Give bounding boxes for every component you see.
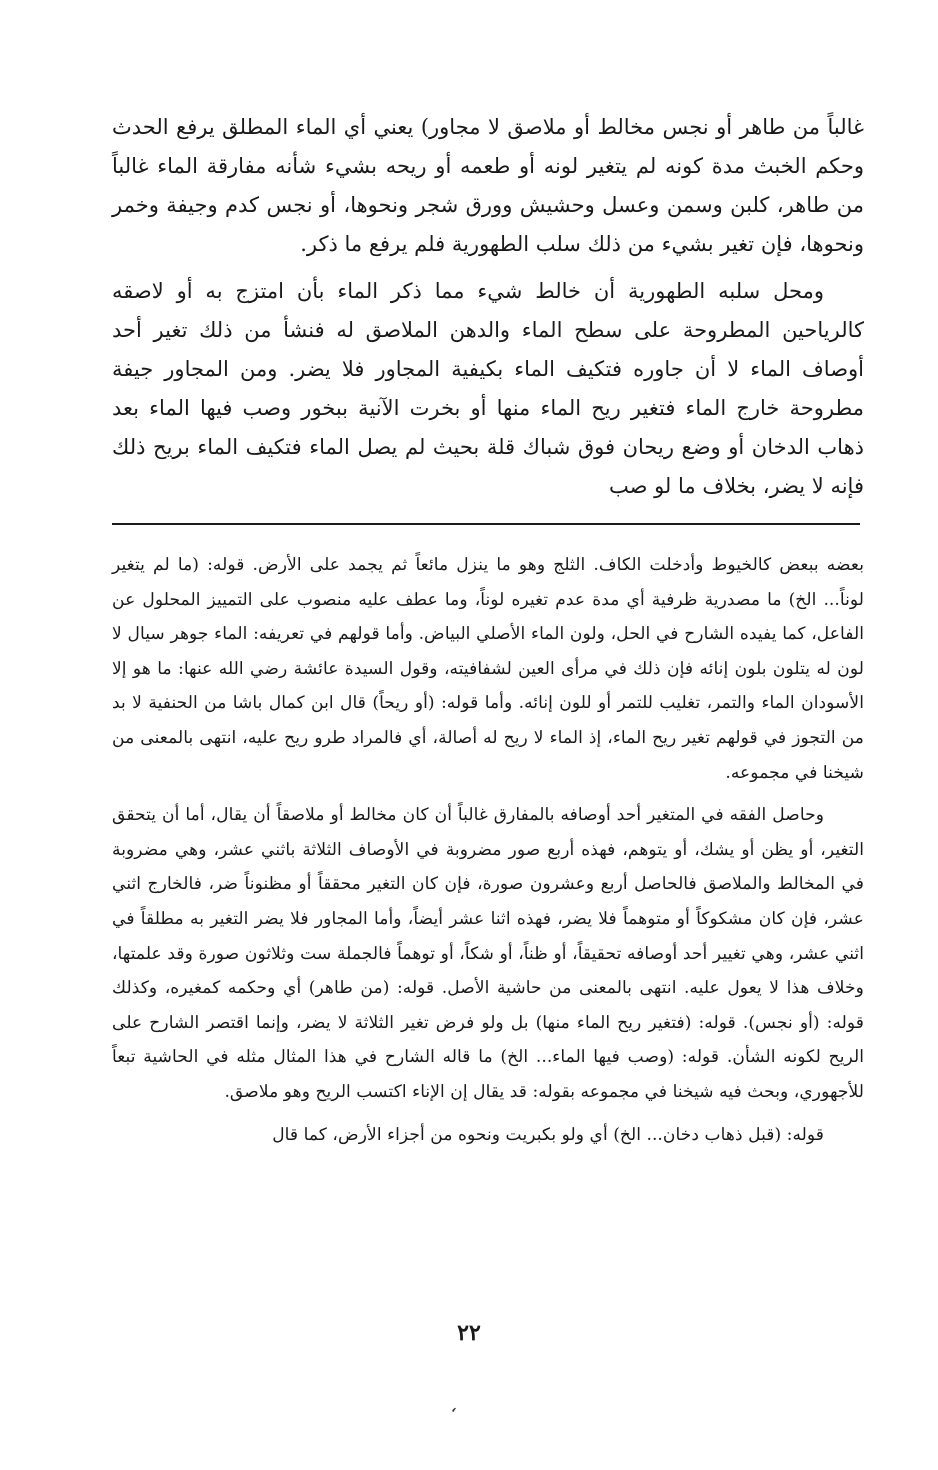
main-text-body — [112, 108, 864, 514]
main-paragraph-1: غالباً من طاهر أو نجس مخالط أو ملاصق لا مجاور) يعني أي الماء المطلق يرفع الحدث وحكم الخبث مدة كونه لم يتغير لونه أو طعمه أو ريحه بشيء شأنه مفارقة الماء غالباً من طاهر، كلبن وسمن وعسل وحشيش وورق شجر ونحوها، أو نجس كدم وجيفة وخمر ونحوها، فإن تغير بشيء من ذلك سلب الطهورية فلم يرفع ما ذكر. — [112, 115, 864, 256]
main-paragraph-2: ومحل سلبه الطهورية أن خالط شيء مما ذكر الماء بأن امتزج به أو لاصقه كالرياحين المطروحة على سطح الماء والدهن الملاصق له فنشأ من ذلك تغير أحد أوصاف الماء لا أن جاوره فتكيف الماء بكيفية المجاور فلا يضر. ومن المجاور جيفة مطروحة خارج الماء فتغير ريح الماء منها أو بخرت الآنية ببخور وصب فيها الماء بعد ذهاب الدخان أو وضع ريحان فوق شباك قلة بحيث لم يصل الماء فتكيف الماء بريح ذلك فإنه لا يضر، بخلاف ما لو صب — [112, 279, 864, 498]
footnote-paragraph-3: قوله: (قبل ذهاب دخان... الخ) أي ولو بكبريت ونحوه من أجزاء الأرض، كما قال — [272, 1124, 824, 1145]
stray-ink-mark: ، — [448, 1395, 462, 1418]
footnote-separator-rule — [112, 523, 860, 525]
page-number: ٢٢ — [457, 1320, 481, 1346]
footnotes-section — [112, 548, 864, 1160]
footnote-paragraph-2: وحاصل الفقه في المتغير أحد أوصافه بالمفارق غالباً أن كان مخالط أو ملاصقاً أن يقال، أما أن يتحقق التغير، أو يظن أو يشك، أو يتوهم، فهذه أربع صور مضروبة في الأوصاف الثلاثة باثني عشر، وهي مضروبة في المخالط والملاصق فالحاصل أربع وعشرون صورة، فإن كان التغير محققاً أو مظنوناً ضر، فالخارج اثني عشر، فإن كان مشكوكاً أو متوهماً فلا يضر، فهذه اثنا عشر أيضاً، وأما المجاور فلا يضر التغير به مطلقاً في اثني عشر، وهي تغيير أحد أوصافه تحقيقاً، أو ظناً، أو شكاً، أو توهماً فالجملة ست وثلاثون صورة وقد علمتها، وخلاف هذا لا يعول عليه. انتهى بالمعنى من حاشية الأصل. قوله: (من طاهر) أي وحكمه كمغيره، وكذلك قوله: (أو نجس). قوله: (فتغير ريح الماء منها) بل ولو فرض تغير الثلاثة لا يضر، وإنما اقتصر الشارح على الريح لكونه الشأن. قوله: (وصب فيها الماء... الخ) ما قاله الشارح في هذا المثال مثله في الحاشية تبعاً للأجهوري، وبحث فيه شيخنا في مجموعه بقوله: قد يقال إن الإناء اكتسب الريح وهو ملاصق. — [112, 805, 864, 1102]
footnote-paragraph-1: بعضه ببعض كالخيوط وأدخلت الكاف. الثلج وهو ما ينزل مائعاً ثم يجمد على الأرض. قوله: (ما لم يتغير لوناً... الخ) ما مصدرية ظرفية أي مدة عدم تغيره لوناً، وما عطف عليه منصوب على التمييز المحلول عن الفاعل، كما يفيده الشارح في الحل، ولون الماء الأصلي البياض. وأما قولهم في تعريفه: الماء جوهر سيال لا لون له يتلون بلون إنائه فإن ذلك في مرأى العين لشفافيته، وقول السيدة عائشة رضي الله عنها: ما هو إلا الأسودان الماء والتمر، تغليب للتمر أو للون إنائه. وأما قوله: (أو ريحاً) قال ابن كمال باشا من الحنفية لا بد من التجوز في قولهم تغير ريح الماء، إذ الماء لا ريح له أصالة، أي فالمراد طرو ريح عليه، انتهى بالمعنى من شيخنا في مجموعه. — [112, 555, 864, 783]
